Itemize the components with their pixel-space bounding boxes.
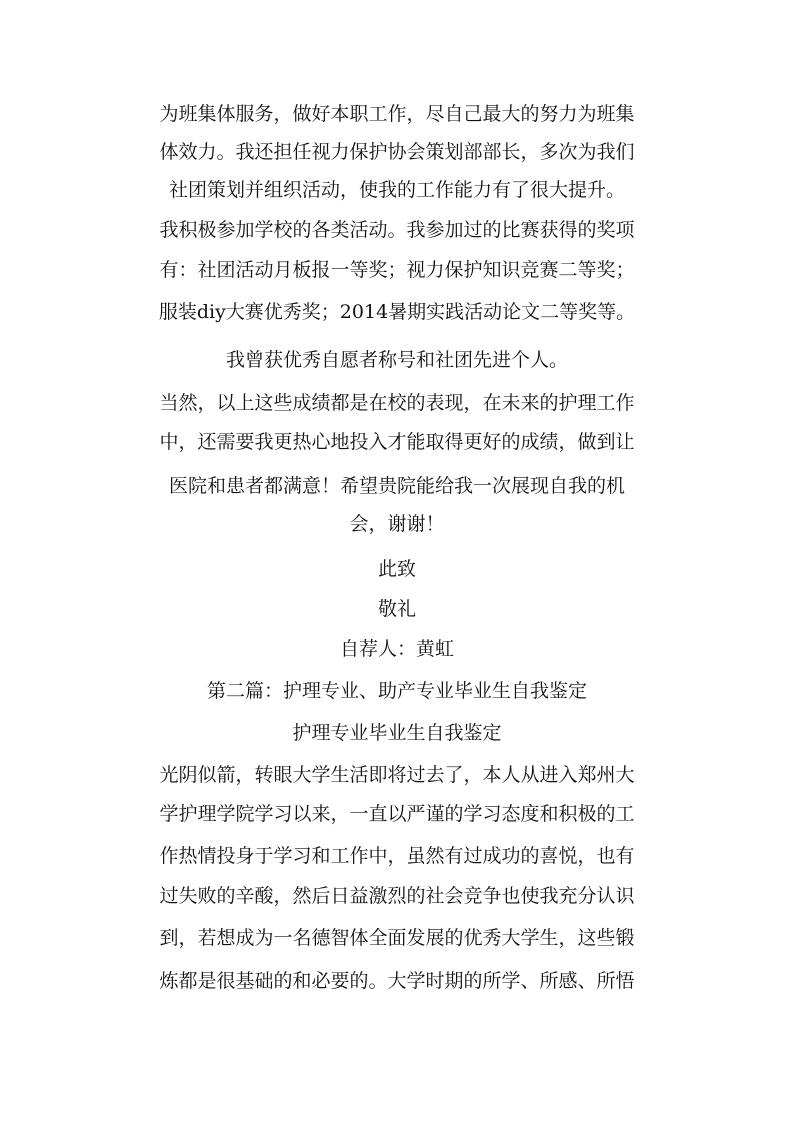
text-line: 光阴似箭，转眼大学生活即将过去了，本人从进入郑州大 [159, 764, 635, 786]
text-line: 为班集体服务，做好本职工作，尽自己最大的努力为班集 [159, 103, 635, 125]
text-line: 当然，以上这些成绩都是在校的表现，在未来的护理工作 [159, 392, 635, 414]
text-line: 到，若想成为一名德智体全面发展的优秀大学生，这些锻 [159, 927, 635, 949]
text-line: 学护理学院学习以来，一直以严谨的学习态度和积极的工 [159, 803, 635, 825]
text-line: 中，还需要我更热心地投入才能取得更好的成绩，做到让 [159, 431, 635, 453]
text-line: 第二篇：护理专业、助产专业毕业生自我鉴定 [206, 680, 587, 702]
text-line: 我积极参加学校的各类活动。我参加过的比赛获得的奖项 [159, 219, 635, 241]
text-line: 会，谢谢！ [349, 513, 445, 535]
text-line: 我曾获优秀自愿者称号和社团先进个人。 [225, 349, 568, 371]
text-line: 自荐人：黄虹 [339, 638, 454, 660]
text-line: 敬礼 [377, 598, 416, 620]
text-line: 此致 [377, 558, 416, 580]
text-line: 社团策划并组织活动，使我的工作能力有了很大提升。 [168, 179, 625, 201]
text-line: 过失败的辛酸，然后日益激烈的社会竞争也使我充分认识 [159, 885, 635, 907]
text-line: 护理专业毕业生自我鉴定 [292, 722, 502, 744]
text-line: 作热情投身于学习和工作中，虽然有过成功的喜悦，也有 [159, 845, 635, 867]
text-line: 服装diy大赛优秀奖；2014暑期实践活动论文二等奖等。 [158, 301, 636, 323]
text-line: 炼都是很基础的和必要的。大学时期的所学、所感、所悟 [159, 970, 635, 992]
text-line: 医院和患者都满意！希望贵院能给我一次展现自我的机 [168, 475, 625, 497]
text-line: 体效力。我还担任视力保护协会策划部部长，多次为我们 [159, 141, 635, 163]
text-line: 有：社团活动月板报一等奖；视力保护知识竞赛二等奖； [159, 259, 635, 281]
